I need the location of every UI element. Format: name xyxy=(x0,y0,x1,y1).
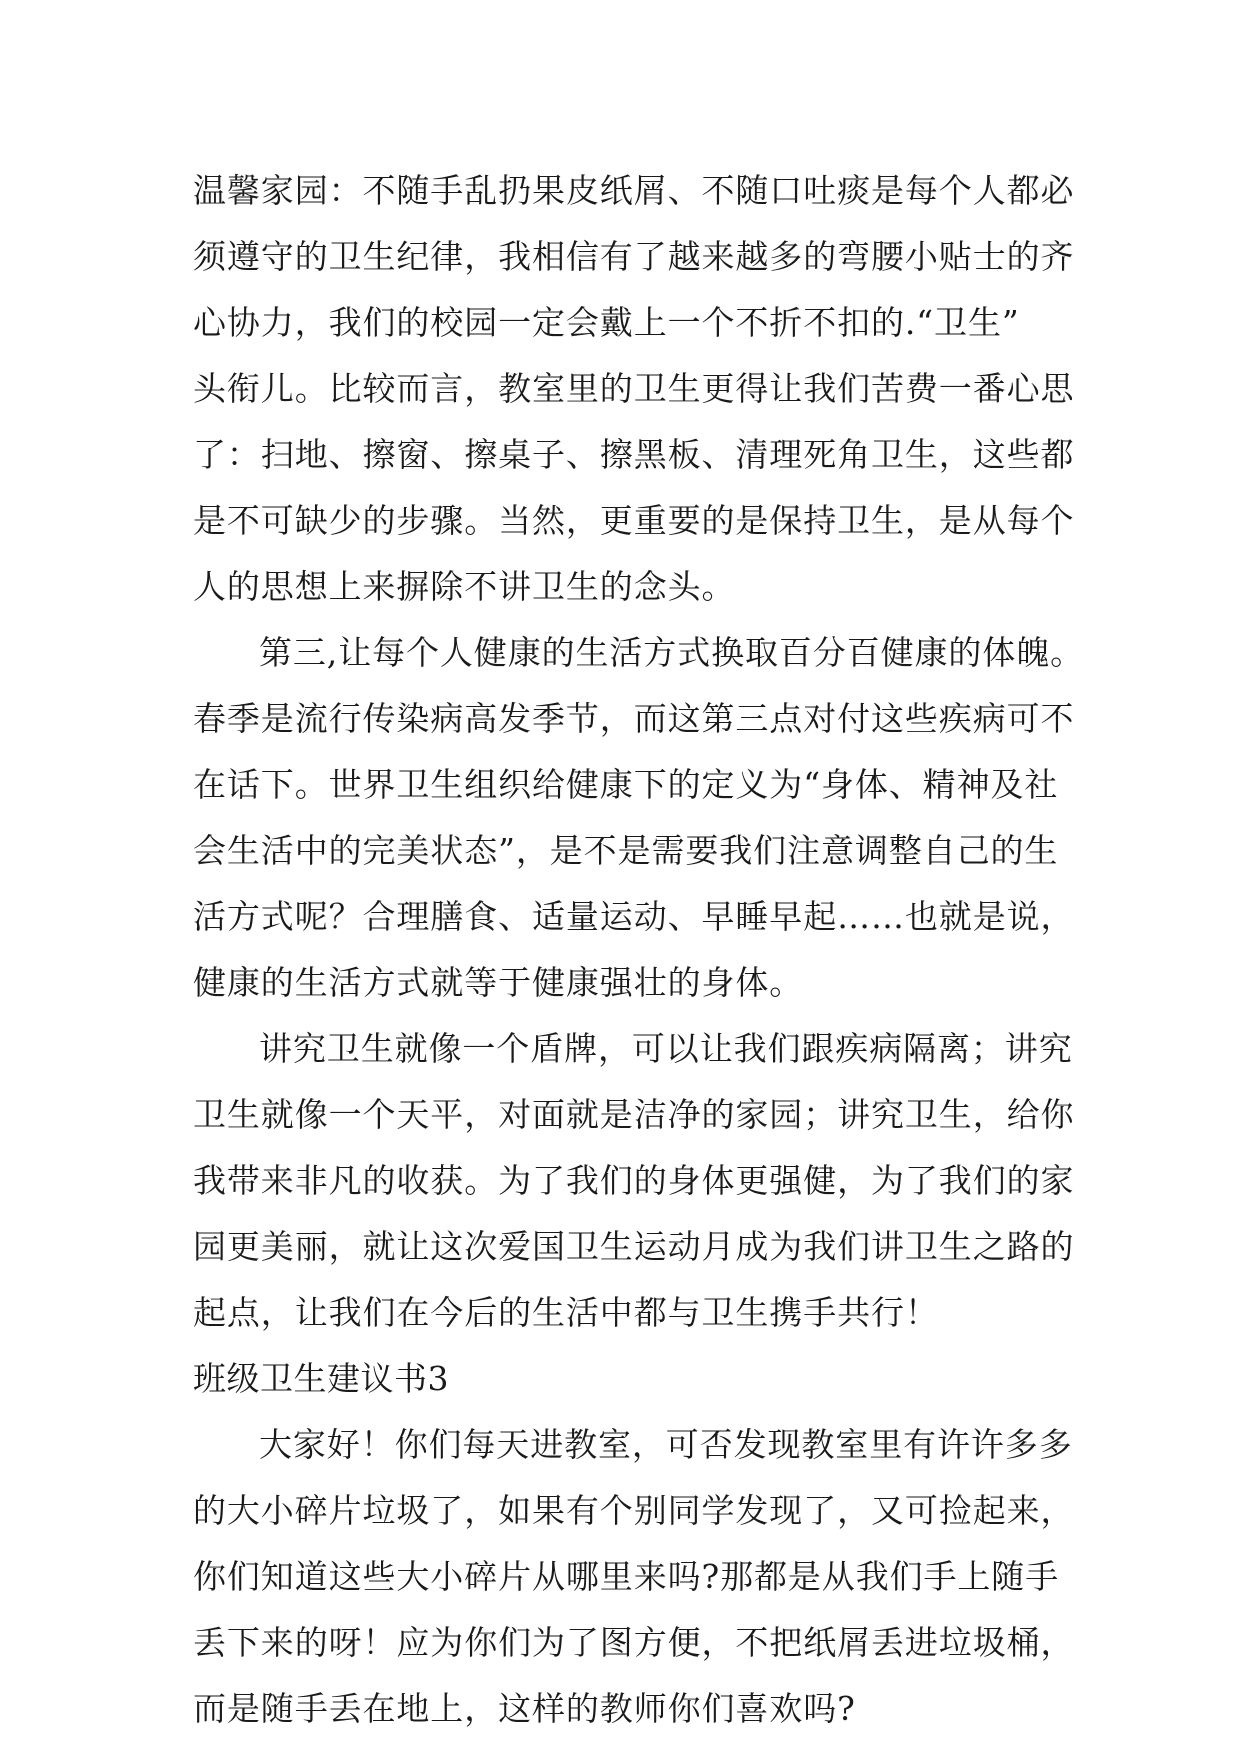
text-line: 心协力，我们的校园一定会戴上一个不折不扣的.“卫生” xyxy=(193,303,1020,342)
text-line: 活方式呢？合理膳食、适量运动、早睡早起……也就是说， xyxy=(193,897,1075,936)
text-line: 须遵守的卫生纪律，我相信有了越来越多的弯腰小贴士的齐 xyxy=(193,237,1075,276)
text-line: 春季是流行传染病高发季节，而这第三点对付这些疾病可不 xyxy=(193,699,1075,738)
text-line: 卫生就像一个天平，对面就是洁净的家园；讲究卫生，给你 xyxy=(193,1095,1075,1134)
text-line: 大家好！你们每天进教室，可否发现教室里有许许多多 xyxy=(259,1425,1073,1464)
text-line: 第三,让每个人健康的生活方式换取百分百健康的体魄。 xyxy=(259,633,1084,672)
paragraph-3 xyxy=(193,1016,1075,1346)
text-line: 园更美丽，就让这次爱国卫生运动月成为我们讲卫生之路的 xyxy=(193,1227,1075,1266)
text-line: 健康的生活方式就等于健康强壮的身体。 xyxy=(193,963,804,1002)
text-line: 人的思想上来摒除不讲卫生的念头。 xyxy=(193,567,736,606)
document-body xyxy=(193,158,1084,1742)
text-line: 起点，让我们在今后的生活中都与卫生携手共行！ xyxy=(193,1293,939,1332)
text-line: 我带来非凡的收获。为了我们的身体更强健，为了我们的家 xyxy=(193,1161,1075,1200)
text-line: 是不可缺少的步骤。当然，更重要的是保持卫生，是从每个 xyxy=(193,501,1075,540)
text-line: 了：扫地、擦窗、擦桌子、擦黑板、清理死角卫生，这些都 xyxy=(193,435,1075,474)
text-line: 在话下。世界卫生组织给健康下的定义为“身体、精神及社 xyxy=(193,765,1059,804)
text-line: 而是随手丢在地上，这样的教师你们喜欢吗? xyxy=(193,1689,856,1728)
paragraph-2 xyxy=(193,620,1084,1016)
text-line: 讲究卫生就像一个盾牌，可以让我们跟疾病隔离；讲究 xyxy=(259,1029,1073,1068)
text-line: 温馨家园：不随手乱扔果皮纸屑、不随口吐痰是每个人都必 xyxy=(193,171,1075,210)
text-line: 你们知道这些大小碎片从哪里来吗?那都是从我们手上随手 xyxy=(193,1557,1060,1596)
text-line: 的大小碎片垃圾了，如果有个别同学发现了，又可捡起来， xyxy=(193,1491,1075,1530)
text-line: 会生活中的完美状态”，是不是需要我们注意调整自己的生 xyxy=(193,831,1059,870)
paragraph-1 xyxy=(193,158,1075,620)
section-heading: 班级卫生建议书3 xyxy=(193,1359,449,1398)
paragraph-4 xyxy=(193,1412,1075,1742)
text-line: 头衔儿。比较而言，教室里的卫生更得让我们苦费一番心思 xyxy=(193,369,1075,408)
text-line: 丢下来的呀！应为你们为了图方便，不把纸屑丢进垃圾桶， xyxy=(193,1623,1075,1662)
